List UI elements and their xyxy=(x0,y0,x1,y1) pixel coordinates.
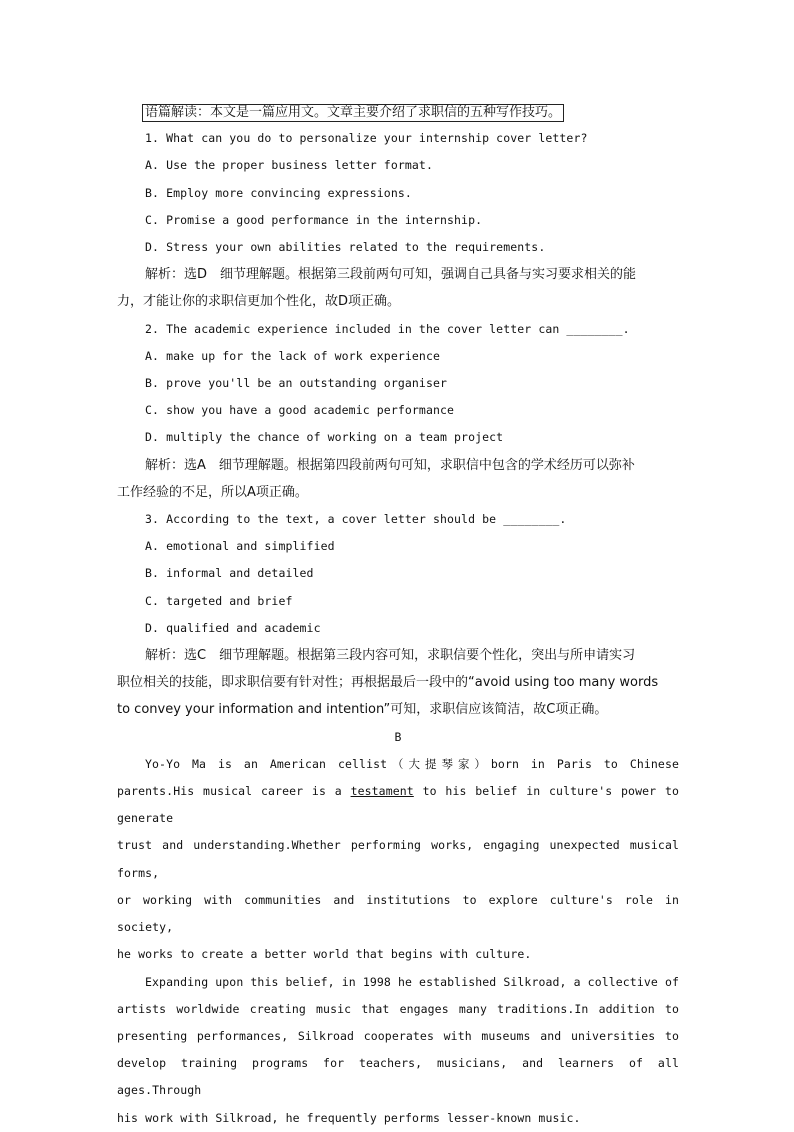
question-2-option-d: D. multiply the chance of working on a team project xyxy=(145,430,504,445)
underlined-word-testament: testament xyxy=(350,784,414,799)
question-3-option-c: C. targeted and brief xyxy=(145,593,293,608)
passage-p1-line-5: he works to create a better world that begins with culture. xyxy=(117,947,532,962)
question-3-option-d: D. qualified and academic xyxy=(145,620,321,635)
question-3-analysis-line-2: 职位相关的技能，即求职信要有针对性；再根据最后一段中的“avoid using too many words xyxy=(117,675,659,691)
question-1-option-d: D. Stress your own abilities related to the requirements. xyxy=(145,240,546,255)
question-1-option-b: B. Employ more convincing expressions. xyxy=(145,185,412,200)
passage-p2-line-1: Expanding upon this belief, in 1998 he established Silkroad, a collective of xyxy=(145,974,679,989)
passage-p1-line-4: or working with communities and institutions to explore culture's role in society, xyxy=(117,892,679,935)
question-2-stem: 2. The academic experience included in the cover letter can ________. xyxy=(145,321,630,336)
question-1-analysis-line-2: 力，才能让你的求职信更加个性化，故D项正确。 xyxy=(117,294,401,310)
passage-p2-line-4: develop training programs for teachers, musicians, and learners of all ages.Through xyxy=(117,1056,679,1098)
passage-p2-line-3: presenting performances, Silkroad cooperates with museums and universities to xyxy=(117,1028,679,1043)
passage-p2-line-5: his work with Silkroad, he frequently performs lesser-known music. xyxy=(117,1110,581,1125)
question-1-analysis-line-1: 解析：选D 细节理解题。根据第三段前两句可知，强调自己具备与实习要求相关的能 xyxy=(145,267,637,283)
question-2-analysis-line-1: 解析：选A 细节理解题。根据第四段前两句可知，求职信中包含的学术经历可以弥补 xyxy=(145,457,635,473)
question-2-option-b: B. prove you'll be an outstanding organiser xyxy=(145,376,448,391)
p1-l2-after: to his belief in culture's power to generate xyxy=(117,784,679,826)
reading-summary xyxy=(117,98,679,125)
question-3-analysis-line-1: 解析：选C 细节理解题。根据第三段内容可知，求职信要个性化，突出与所申请实习 xyxy=(145,648,636,664)
question-2-option-c: C. show you have a good academic performance xyxy=(145,403,455,418)
question-3-analysis-line-3: to convey your information and intention”可知，求职信应该简洁，故C项正确。 xyxy=(117,702,608,718)
question-3-stem: 3. According to the text, a cover letter should be ________. xyxy=(145,512,567,527)
question-3-option-b: B. informal and detailed xyxy=(145,566,314,581)
passage-p2-line-2: artists worldwide creating music that engages many traditions.In addition to xyxy=(117,1001,679,1016)
question-2-analysis-line-2: 工作经验的不足，所以A项正确。 xyxy=(117,484,308,500)
question-1-option-a: A. Use the proper business letter format. xyxy=(145,158,433,173)
question-3-option-a: A. emotional and simplified xyxy=(145,539,335,554)
summary-box: 语篇解读：本文是一篇应用文。文章主要介绍了求职信的五种写作技巧。 xyxy=(142,104,564,122)
p1-l2-before: parents.His musical career is a xyxy=(117,784,351,799)
passage-p1-line-3: trust and understanding.Whether performing works, engaging unexpected musical forms, xyxy=(117,838,679,880)
passage-p1-line-2 xyxy=(117,778,679,832)
question-2-option-a: A. make up for the lack of work experience xyxy=(145,348,440,363)
section-label: B xyxy=(394,729,402,744)
document-page xyxy=(117,98,679,1132)
question-1-option-c: C. Promise a good performance in the internship. xyxy=(145,212,483,227)
passage-p1-line-1: Yo-Yo Ma is an American cellist（大提琴家）born in Paris to Chinese xyxy=(145,756,679,771)
question-1-stem: 1. What can you do to personalize your internship cover letter? xyxy=(145,131,588,146)
